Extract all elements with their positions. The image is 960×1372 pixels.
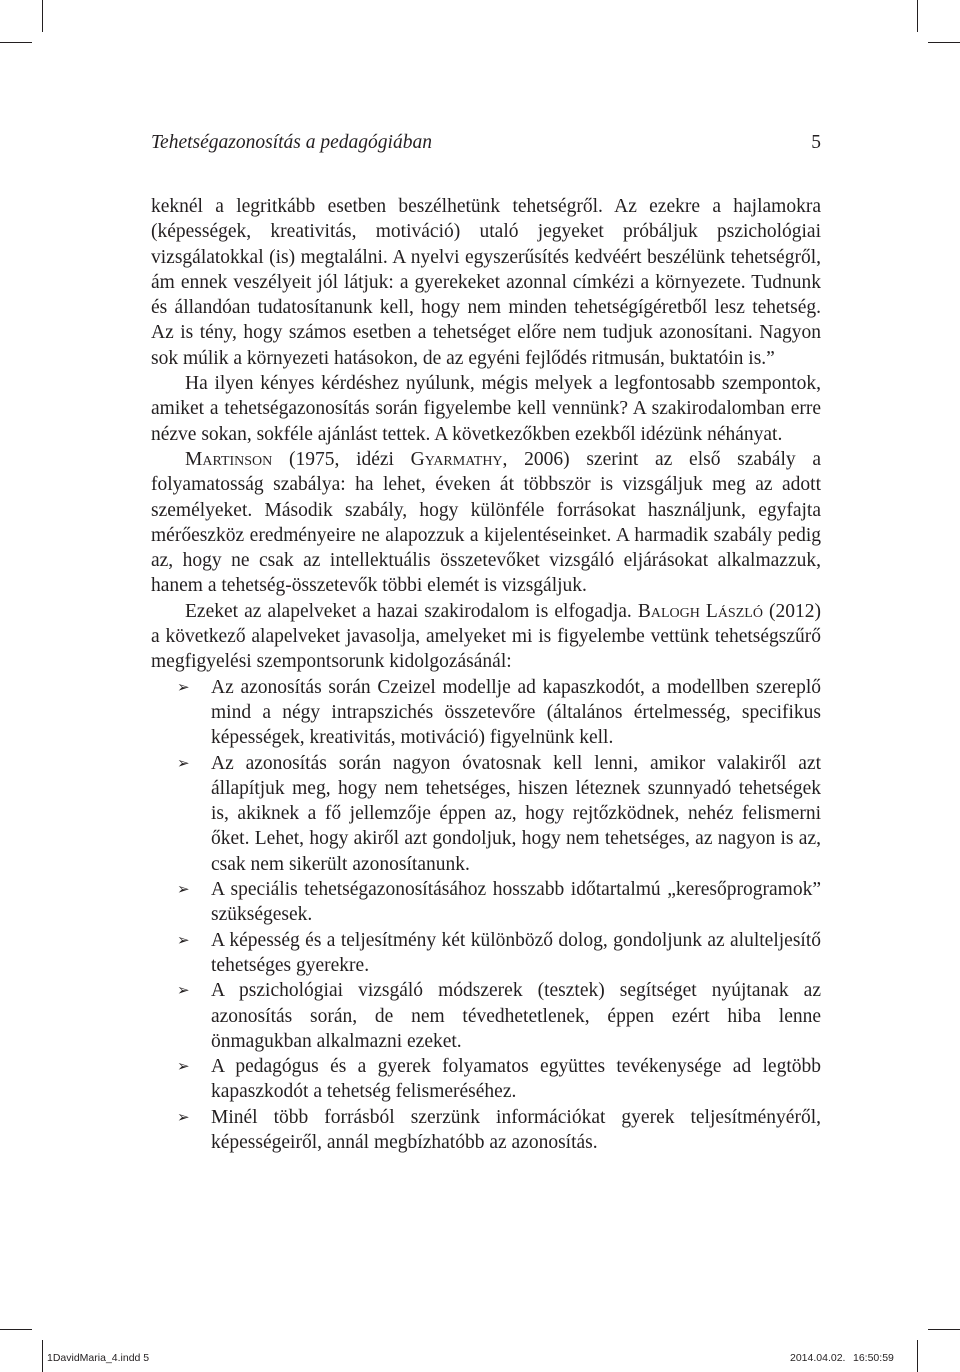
crop-mark-bottom-right-h bbox=[928, 1329, 960, 1330]
paragraph bbox=[151, 599, 821, 675]
list-item-text: A pszichológiai vizsgáló módszerek (tesztek) segítséget nyújtanak az azonosítás során, de nem tévedhetetlenek, éppen ezért hiba lenne önmagukban alkalmazni ezeket. bbox=[211, 980, 821, 1052]
list-item bbox=[151, 978, 821, 1054]
paragraph-text: Ezeket az alapelveket a hazai szakirodalom is elfogadja. bbox=[185, 600, 638, 622]
paragraphs bbox=[151, 194, 821, 675]
crop-mark-bottom-left-h bbox=[0, 1329, 32, 1330]
list-item-text: Minél több forrásból szerzünk információkat gyerek teljesítményéről, képességeiről, annál megbízhatóbb az azonosítás. bbox=[211, 1106, 821, 1153]
body-text bbox=[151, 194, 821, 1155]
list-item bbox=[151, 1054, 821, 1105]
paragraph-text: keknél a legritkább esetben beszélhetünk tehetségről. Az ezekre a hajlamokra (képességek, kreativitás, motiváció) utaló jegyeket próbáljuk pszichológiai vizsgálatokkal (is) megtalálni. A nyelvi egyszerűsítés kedvéért beszélünk tehetségről, ám ennek veszélyeit jól látjuk: a gyerekeket azonnal címkézi a környezete. Tudnunk és állandóan tudatosítanunk kell, hogy nem minden tehetségígéretből lesz tehetség. Az is tény, hogy számos esetben a tehetséget előre nem tudjuk azonosítani. Nagyon sok múlik a környezeti hatásokon, de az egyéni fejlődés ritmusán, buktatóin is.” bbox=[151, 196, 821, 369]
list-item bbox=[151, 877, 821, 928]
arrow-bullet-icon: ➢ bbox=[177, 930, 190, 949]
paragraph bbox=[151, 447, 821, 599]
slug-date: 2014.04.02. bbox=[790, 1352, 846, 1364]
principle-list bbox=[151, 675, 821, 1156]
crop-mark-bottom-right-v bbox=[917, 1340, 918, 1372]
arrow-bullet-icon: ➢ bbox=[177, 677, 190, 696]
list-item bbox=[151, 1105, 821, 1156]
paragraph-text: , 2006) szerint az első szabály a folyamatosság szabálya: ha lehet, éveken át többször is vizsgáljuk meg az adott személyeket. Második szabály, hogy különféle forrásokat használjunk, egyfajta mérőeszköz eredményeire ne alapozzuk a kijelentéseinket. A harmadik szabály pedig az, hogy ne csak az intellektuális összetevőket vizsgáló eljárásokat alkalmazzuk, hanem a tehetség-összetevők többi elemét is vizsgáljuk. bbox=[151, 448, 821, 597]
page-number: 5 bbox=[811, 132, 821, 153]
running-header-title: Tehetségazonosítás a pedagógiában bbox=[151, 132, 432, 153]
list-item-text: A speciális tehetségazonosításához hosszabb időtartalmú „keresőprogramok” szükségesek. bbox=[211, 879, 821, 926]
slug-time: 16:50:59 bbox=[853, 1352, 894, 1364]
crop-mark-top-right-v bbox=[917, 0, 918, 32]
arrow-bullet-icon: ➢ bbox=[177, 880, 190, 899]
crop-mark-top-left-v bbox=[42, 0, 43, 32]
paragraph-text: (2012) a következő alapelveket javasolja, amelyeket mi is figyelembe vettünk tehetségszűrő megfigyelési szempontsorunk kidolgozásánál: bbox=[151, 600, 821, 673]
list-item bbox=[151, 751, 821, 877]
arrow-bullet-icon: ➢ bbox=[177, 1057, 190, 1076]
list-item-text: A képesség és a teljesítmény két különböző dolog, gondoljunk az alulteljesítő tehetséges gyerekre. bbox=[211, 929, 821, 976]
paragraph-text: (1975, idézi bbox=[272, 448, 411, 470]
author-name: Balogh László bbox=[637, 600, 763, 622]
paragraph-text: Ha ilyen kényes kérdéshez nyúlunk, mégis melyek a legfontosabb szempontok, amiket a tehetségazonosítás során figyelembe kell vennünk? A szakirodalomban erre nézve sokan, sokféle ajánlást tettek. A következőkben ezekből idézünk néhányat. bbox=[151, 373, 821, 445]
list-item-text: Az azonosítás során Czeizel modellje ad kapaszkodót, a modellben szereplő mind a négy intrapszichés összetevőre (általános értelmesség, specifikus képességek, kreativitás, motiváció) figyelnünk kell. bbox=[211, 676, 821, 749]
crop-mark-top-right-h bbox=[928, 42, 960, 43]
paragraph bbox=[151, 194, 821, 371]
list-item-text: Az azonosítás során nagyon óvatosnak kell lenni, amikor valakiről azt állapítjuk meg, hogy nem tehetséges, hiszen léteznek szunnyadó tehetségek is, akiknek a fő jellemzője éppen az, hogy rejtőzködnek, nehéz felismerni őket. Lehet, hogy akiről azt gondoljuk, hogy nem tehetséges, az nagyon is az, csak nem sikerült azonosítanunk. bbox=[211, 752, 821, 875]
list-item-text: A pedagógus és a gyerek folyamatos együttes tevékenysége ad legtöbb kapaszkodót a tehetség felismeréséhez. bbox=[211, 1056, 821, 1103]
slug-file: 1DavidMaria_4.indd 5 bbox=[47, 1352, 150, 1364]
crop-mark-bottom-left-v bbox=[42, 1340, 43, 1372]
list-item bbox=[151, 928, 821, 979]
list-item bbox=[151, 675, 821, 751]
arrow-bullet-icon: ➢ bbox=[177, 1107, 190, 1126]
arrow-bullet-icon: ➢ bbox=[177, 753, 190, 772]
author-name: Martinson bbox=[185, 448, 273, 470]
paragraph bbox=[151, 371, 821, 447]
author-name: Gyarmathy bbox=[410, 448, 503, 470]
arrow-bullet-icon: ➢ bbox=[177, 981, 190, 1000]
crop-mark-top-left-h bbox=[0, 42, 32, 43]
